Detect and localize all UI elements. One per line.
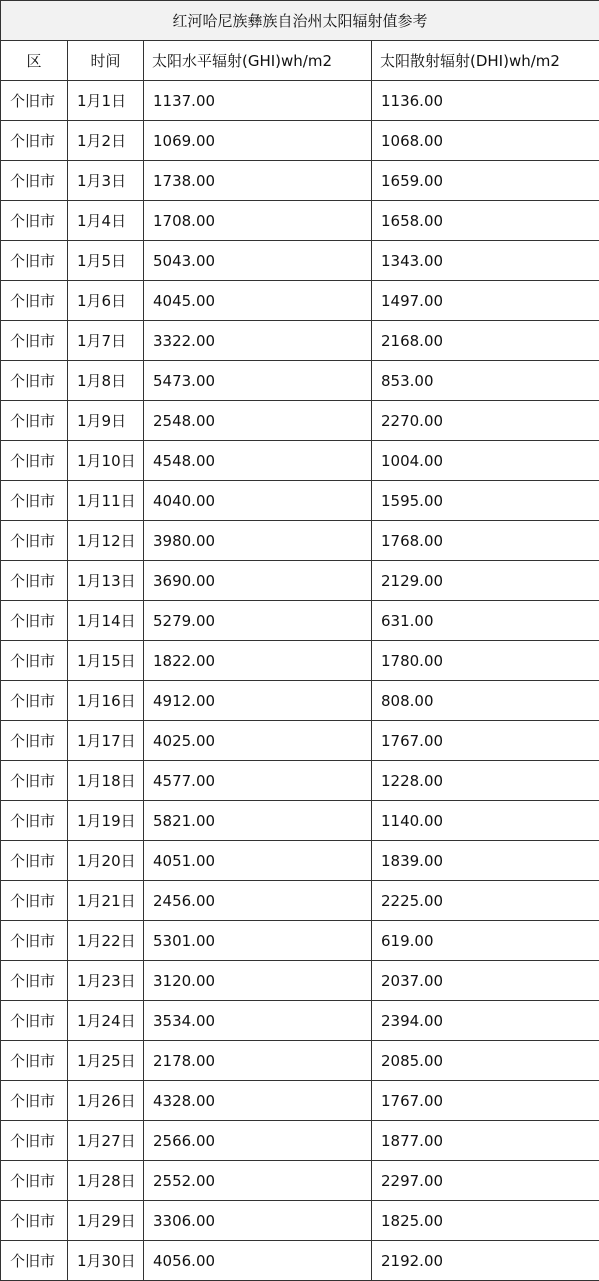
cell-dhi: 1659.00	[372, 161, 599, 201]
cell-date: 1月16日	[68, 681, 144, 721]
cell-district: 个旧市	[1, 521, 68, 561]
cell-ghi: 3980.00	[144, 521, 372, 561]
cell-district: 个旧市	[1, 1201, 68, 1241]
cell-ghi: 3690.00	[144, 561, 372, 601]
cell-dhi: 619.00	[372, 921, 599, 961]
cell-dhi: 2270.00	[372, 401, 599, 441]
cell-district: 个旧市	[1, 601, 68, 641]
header-district: 区	[1, 41, 68, 81]
table-row	[1, 561, 599, 601]
cell-ghi: 1069.00	[144, 121, 372, 161]
cell-district: 个旧市	[1, 401, 68, 441]
cell-date: 1月28日	[68, 1161, 144, 1201]
title-row	[1, 1, 599, 41]
table-row	[1, 481, 599, 521]
cell-dhi: 1140.00	[372, 801, 599, 841]
cell-date: 1月26日	[68, 1081, 144, 1121]
cell-date: 1月23日	[68, 961, 144, 1001]
cell-district: 个旧市	[1, 881, 68, 921]
table-row	[1, 1041, 599, 1081]
cell-date: 1月10日	[68, 441, 144, 481]
cell-district: 个旧市	[1, 321, 68, 361]
cell-date: 1月11日	[68, 481, 144, 521]
cell-ghi: 4328.00	[144, 1081, 372, 1121]
table-row	[1, 1201, 599, 1241]
cell-date: 1月8日	[68, 361, 144, 401]
cell-date: 1月6日	[68, 281, 144, 321]
cell-ghi: 2456.00	[144, 881, 372, 921]
cell-district: 个旧市	[1, 241, 68, 281]
table-row	[1, 1241, 599, 1281]
cell-ghi: 4051.00	[144, 841, 372, 881]
cell-ghi: 4056.00	[144, 1241, 372, 1281]
cell-district: 个旧市	[1, 921, 68, 961]
cell-dhi: 1877.00	[372, 1121, 599, 1161]
cell-dhi: 1004.00	[372, 441, 599, 481]
cell-district: 个旧市	[1, 121, 68, 161]
cell-dhi: 1767.00	[372, 1081, 599, 1121]
cell-dhi: 2192.00	[372, 1241, 599, 1281]
cell-district: 个旧市	[1, 641, 68, 681]
cell-date: 1月15日	[68, 641, 144, 681]
table-row	[1, 801, 599, 841]
cell-ghi: 2178.00	[144, 1041, 372, 1081]
table-row	[1, 1161, 599, 1201]
cell-district: 个旧市	[1, 361, 68, 401]
cell-ghi: 3120.00	[144, 961, 372, 1001]
cell-district: 个旧市	[1, 721, 68, 761]
cell-district: 个旧市	[1, 761, 68, 801]
cell-ghi: 4045.00	[144, 281, 372, 321]
cell-date: 1月1日	[68, 81, 144, 121]
cell-ghi: 1738.00	[144, 161, 372, 201]
cell-ghi: 5821.00	[144, 801, 372, 841]
cell-date: 1月4日	[68, 201, 144, 241]
cell-district: 个旧市	[1, 481, 68, 521]
table-row	[1, 321, 599, 361]
cell-dhi: 2394.00	[372, 1001, 599, 1041]
cell-date: 1月13日	[68, 561, 144, 601]
cell-district: 个旧市	[1, 561, 68, 601]
cell-dhi: 2129.00	[372, 561, 599, 601]
cell-dhi: 1595.00	[372, 481, 599, 521]
cell-district: 个旧市	[1, 681, 68, 721]
table-body	[1, 81, 599, 1281]
table-row	[1, 961, 599, 1001]
cell-date: 1月9日	[68, 401, 144, 441]
table-row	[1, 681, 599, 721]
cell-district: 个旧市	[1, 281, 68, 321]
cell-ghi: 4548.00	[144, 441, 372, 481]
cell-ghi: 4577.00	[144, 761, 372, 801]
cell-district: 个旧市	[1, 1241, 68, 1281]
cell-ghi: 1708.00	[144, 201, 372, 241]
table-row	[1, 521, 599, 561]
cell-ghi: 2552.00	[144, 1161, 372, 1201]
cell-district: 个旧市	[1, 161, 68, 201]
cell-district: 个旧市	[1, 441, 68, 481]
table-title: 红河哈尼族彝族自治州太阳辐射值参考	[1, 1, 599, 41]
table-row	[1, 281, 599, 321]
header-dhi: 太阳散射辐射(DHI)wh/m2	[372, 41, 599, 81]
cell-dhi: 1658.00	[372, 201, 599, 241]
cell-ghi: 2548.00	[144, 401, 372, 441]
cell-ghi: 5043.00	[144, 241, 372, 281]
cell-dhi: 1343.00	[372, 241, 599, 281]
table-row	[1, 1081, 599, 1121]
cell-dhi: 1767.00	[372, 721, 599, 761]
cell-dhi: 1768.00	[372, 521, 599, 561]
cell-date: 1月21日	[68, 881, 144, 921]
cell-date: 1月29日	[68, 1201, 144, 1241]
table-row	[1, 361, 599, 401]
cell-dhi: 1136.00	[372, 81, 599, 121]
cell-dhi: 2085.00	[372, 1041, 599, 1081]
cell-date: 1月25日	[68, 1041, 144, 1081]
cell-ghi: 3322.00	[144, 321, 372, 361]
cell-ghi: 1137.00	[144, 81, 372, 121]
cell-date: 1月3日	[68, 161, 144, 201]
cell-district: 个旧市	[1, 961, 68, 1001]
cell-date: 1月20日	[68, 841, 144, 881]
cell-ghi: 3306.00	[144, 1201, 372, 1241]
table-row	[1, 601, 599, 641]
table-row	[1, 441, 599, 481]
cell-ghi: 4025.00	[144, 721, 372, 761]
cell-dhi: 1839.00	[372, 841, 599, 881]
cell-district: 个旧市	[1, 1041, 68, 1081]
cell-dhi: 2037.00	[372, 961, 599, 1001]
cell-date: 1月2日	[68, 121, 144, 161]
table-row	[1, 921, 599, 961]
cell-date: 1月18日	[68, 761, 144, 801]
cell-ghi: 1822.00	[144, 641, 372, 681]
cell-dhi: 808.00	[372, 681, 599, 721]
header-row	[1, 41, 599, 81]
cell-dhi: 1825.00	[372, 1201, 599, 1241]
cell-dhi: 2297.00	[372, 1161, 599, 1201]
cell-date: 1月7日	[68, 321, 144, 361]
cell-dhi: 853.00	[372, 361, 599, 401]
table-row	[1, 721, 599, 761]
cell-dhi: 1780.00	[372, 641, 599, 681]
cell-ghi: 4912.00	[144, 681, 372, 721]
cell-ghi: 4040.00	[144, 481, 372, 521]
cell-district: 个旧市	[1, 81, 68, 121]
cell-date: 1月27日	[68, 1121, 144, 1161]
table-row	[1, 241, 599, 281]
cell-ghi: 5473.00	[144, 361, 372, 401]
cell-ghi: 3534.00	[144, 1001, 372, 1041]
table-row	[1, 121, 599, 161]
cell-dhi: 1068.00	[372, 121, 599, 161]
table-row	[1, 401, 599, 441]
cell-date: 1月22日	[68, 921, 144, 961]
table-row	[1, 1001, 599, 1041]
table-row	[1, 881, 599, 921]
cell-district: 个旧市	[1, 841, 68, 881]
cell-dhi: 1497.00	[372, 281, 599, 321]
cell-ghi: 2566.00	[144, 1121, 372, 1161]
cell-dhi: 631.00	[372, 601, 599, 641]
header-ghi: 太阳水平辐射(GHI)wh/m2	[144, 41, 372, 81]
cell-dhi: 2168.00	[372, 321, 599, 361]
table-row	[1, 761, 599, 801]
cell-district: 个旧市	[1, 1161, 68, 1201]
cell-date: 1月5日	[68, 241, 144, 281]
cell-date: 1月12日	[68, 521, 144, 561]
table-row	[1, 81, 599, 121]
cell-date: 1月24日	[68, 1001, 144, 1041]
cell-district: 个旧市	[1, 1121, 68, 1161]
cell-ghi: 5279.00	[144, 601, 372, 641]
header-date: 时间	[68, 41, 144, 81]
cell-dhi: 2225.00	[372, 881, 599, 921]
table-row	[1, 161, 599, 201]
cell-district: 个旧市	[1, 1081, 68, 1121]
cell-date: 1月17日	[68, 721, 144, 761]
table-row	[1, 201, 599, 241]
table-row	[1, 841, 599, 881]
cell-district: 个旧市	[1, 801, 68, 841]
cell-date: 1月30日	[68, 1241, 144, 1281]
cell-ghi: 5301.00	[144, 921, 372, 961]
table-row	[1, 1121, 599, 1161]
cell-dhi: 1228.00	[372, 761, 599, 801]
cell-date: 1月14日	[68, 601, 144, 641]
cell-date: 1月19日	[68, 801, 144, 841]
cell-district: 个旧市	[1, 201, 68, 241]
cell-district: 个旧市	[1, 1001, 68, 1041]
table-row	[1, 641, 599, 681]
